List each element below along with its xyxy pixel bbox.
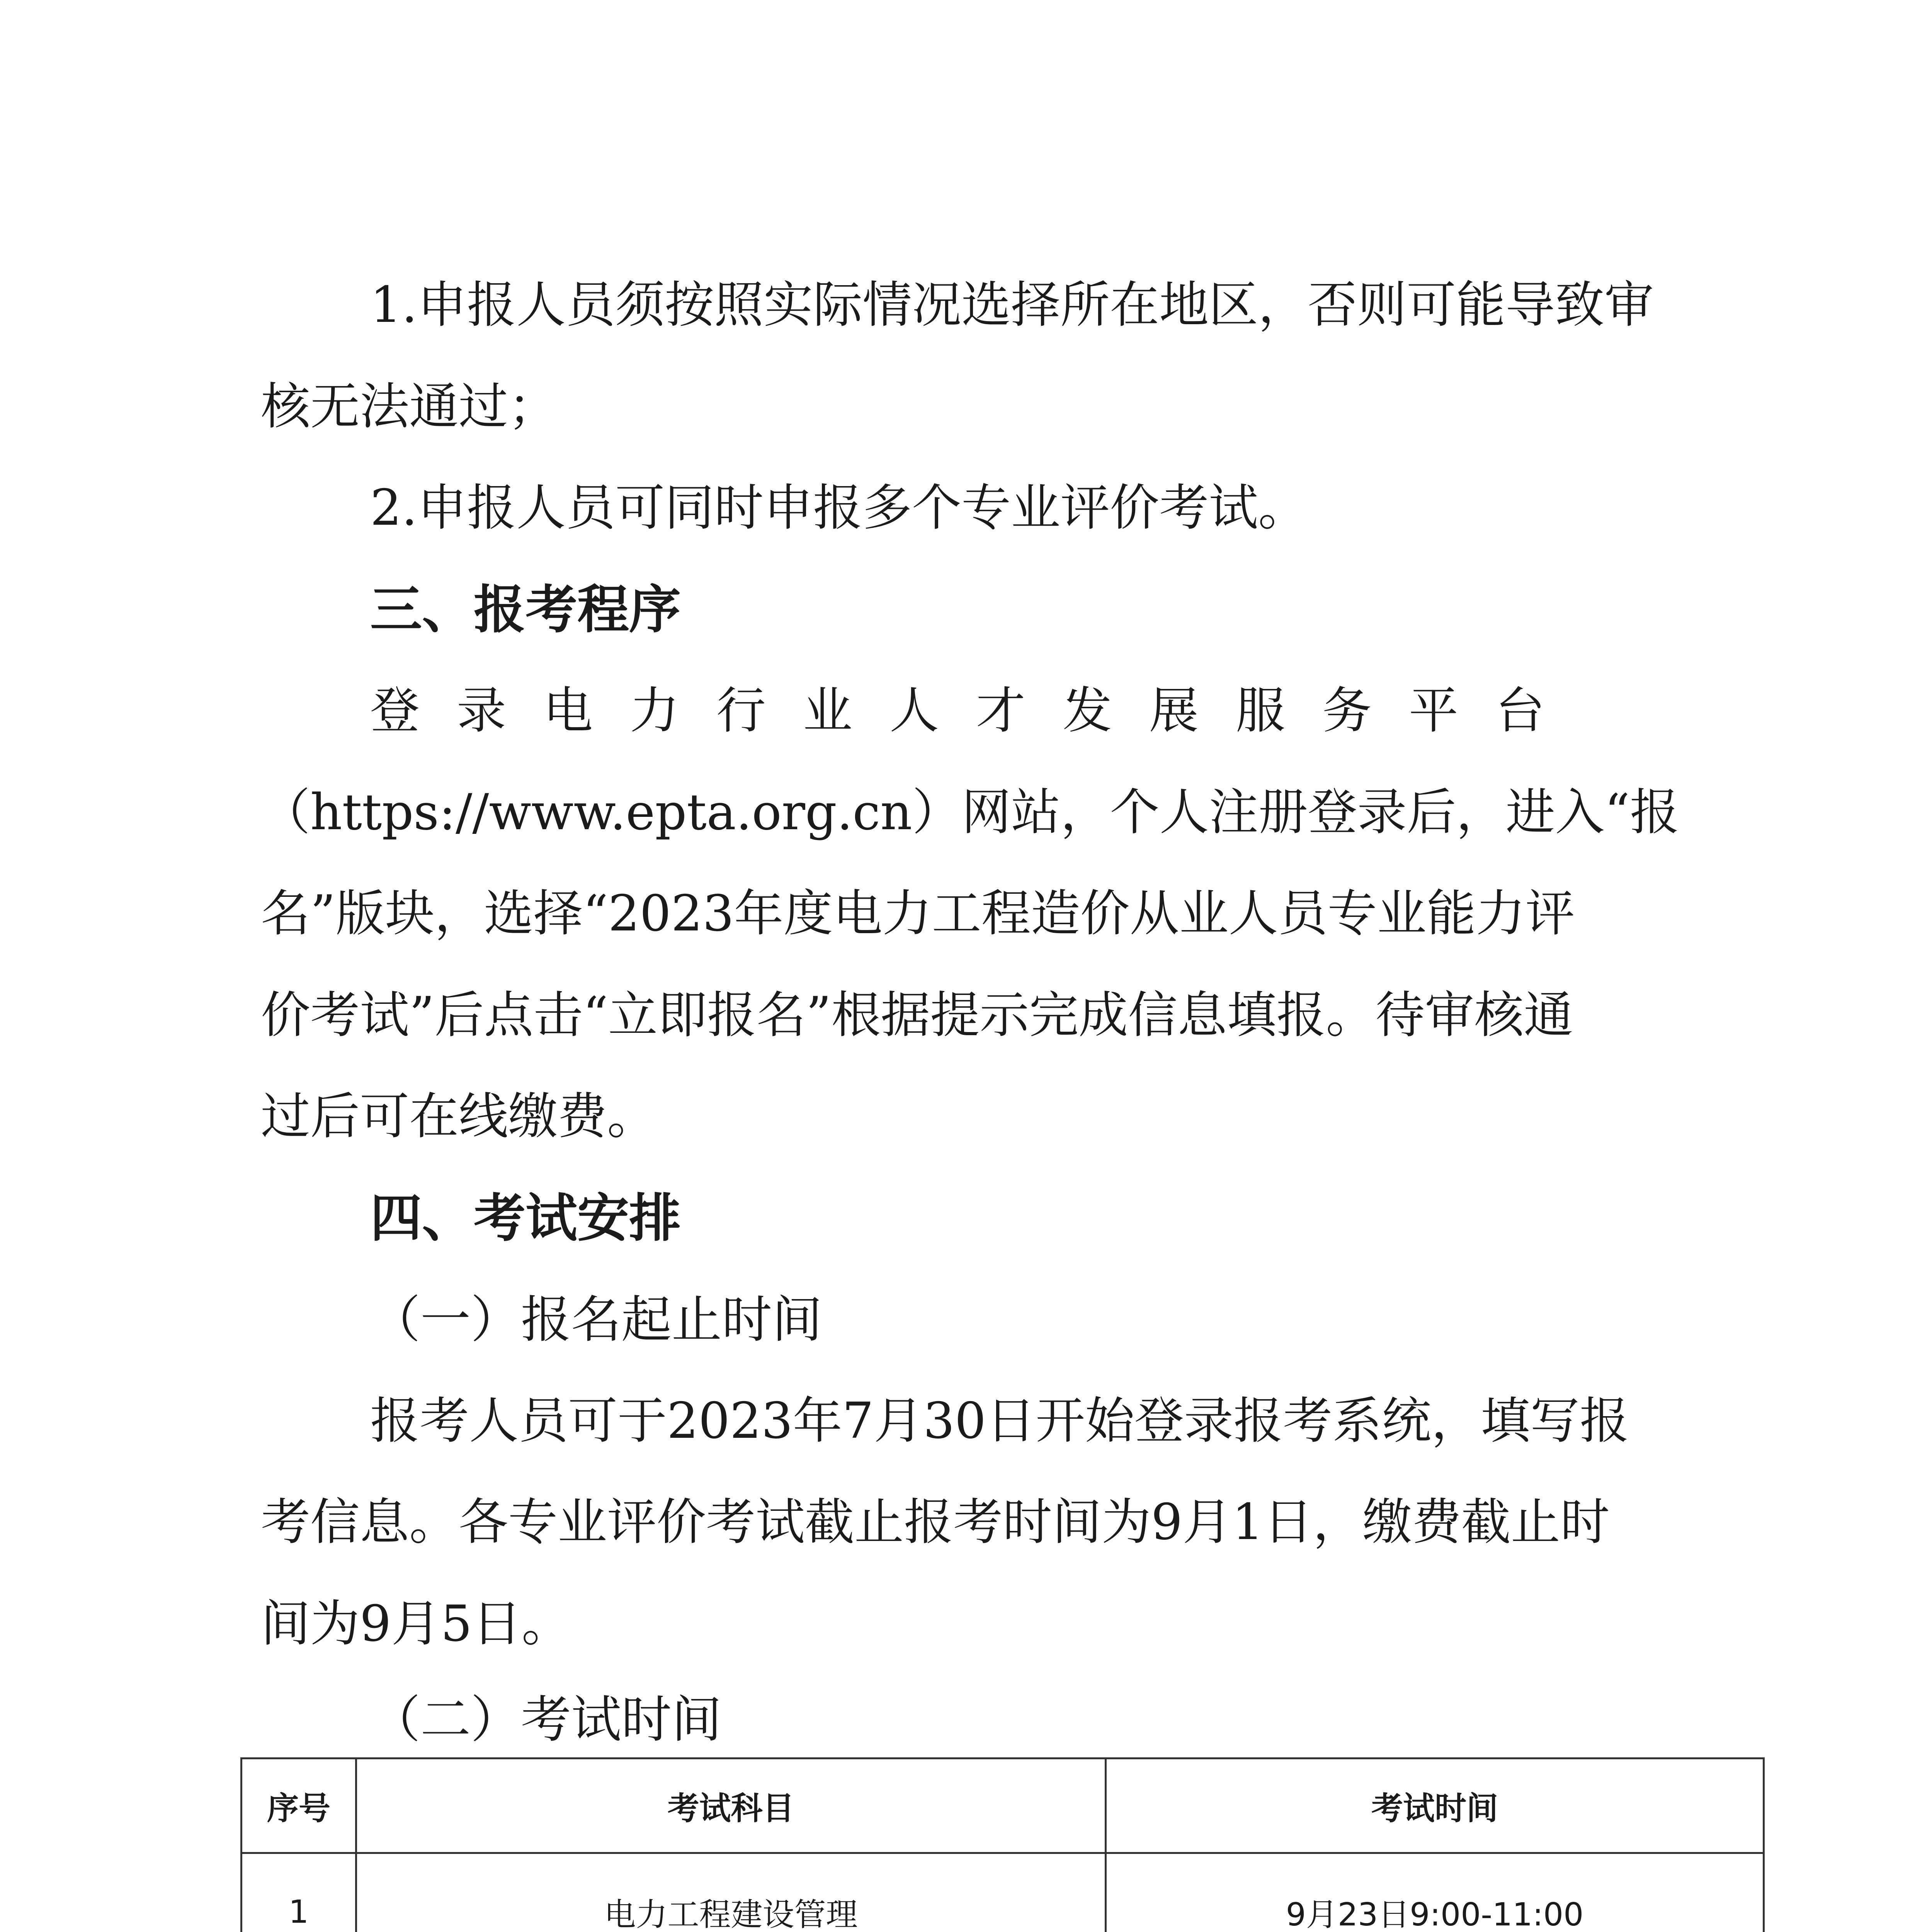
- table-row: [242, 1853, 1764, 1932]
- note-2: 2.申报人员可同时申报多个专业评价考试。: [370, 479, 1308, 537]
- procedure-line-1: 登录电力行业人才发展服务平台: [370, 682, 1582, 740]
- exam-schedule-table: [240, 1757, 1765, 1932]
- section-heading-procedure: 三、报考程序: [370, 580, 681, 640]
- header-subject: 考试科目: [356, 1759, 1106, 1853]
- header-number: 序号: [242, 1759, 356, 1853]
- procedure-line-3: 名”版块，选择“2023年度电力工程造价从业人员专业能力评: [261, 885, 1575, 942]
- subheading-registration-period: （一）报名起止时间: [370, 1290, 823, 1349]
- registration-line-1: 报考人员可于2023年7月30日开始登录报考系统，填写报: [370, 1392, 1629, 1450]
- registration-line-2: 考信息。各专业评价考试截止报考时间为9月1日，缴费截止时: [261, 1493, 1610, 1551]
- note-1-line-2: 核无法通过；: [261, 378, 558, 435]
- header-time: 考试时间: [1106, 1759, 1764, 1853]
- procedure-line-2: （https://www.epta.org.cn）网站，个人注册登录后，进入“报: [261, 784, 1680, 841]
- row-subject: 电力工程建设管理: [356, 1853, 1106, 1932]
- note-1-line-1: 1.申报人员须按照实际情况选择所在地区，否则可能导致审: [370, 276, 1654, 334]
- section-heading-exam-arrangement: 四、考试安排: [370, 1188, 681, 1248]
- subheading-exam-time: （二）考试时间: [370, 1690, 722, 1749]
- procedure-line-4: 价考试”后点击“立即报名”根据提示完成信息填报。待审核通: [261, 986, 1573, 1044]
- table-header-row: [242, 1759, 1764, 1853]
- registration-line-3: 间为9月5日。: [261, 1595, 571, 1653]
- procedure-line-5: 过后可在线缴费。: [261, 1088, 657, 1145]
- row-time: 9月23日9:00-11:00: [1106, 1853, 1764, 1932]
- row-number: 1: [242, 1853, 356, 1932]
